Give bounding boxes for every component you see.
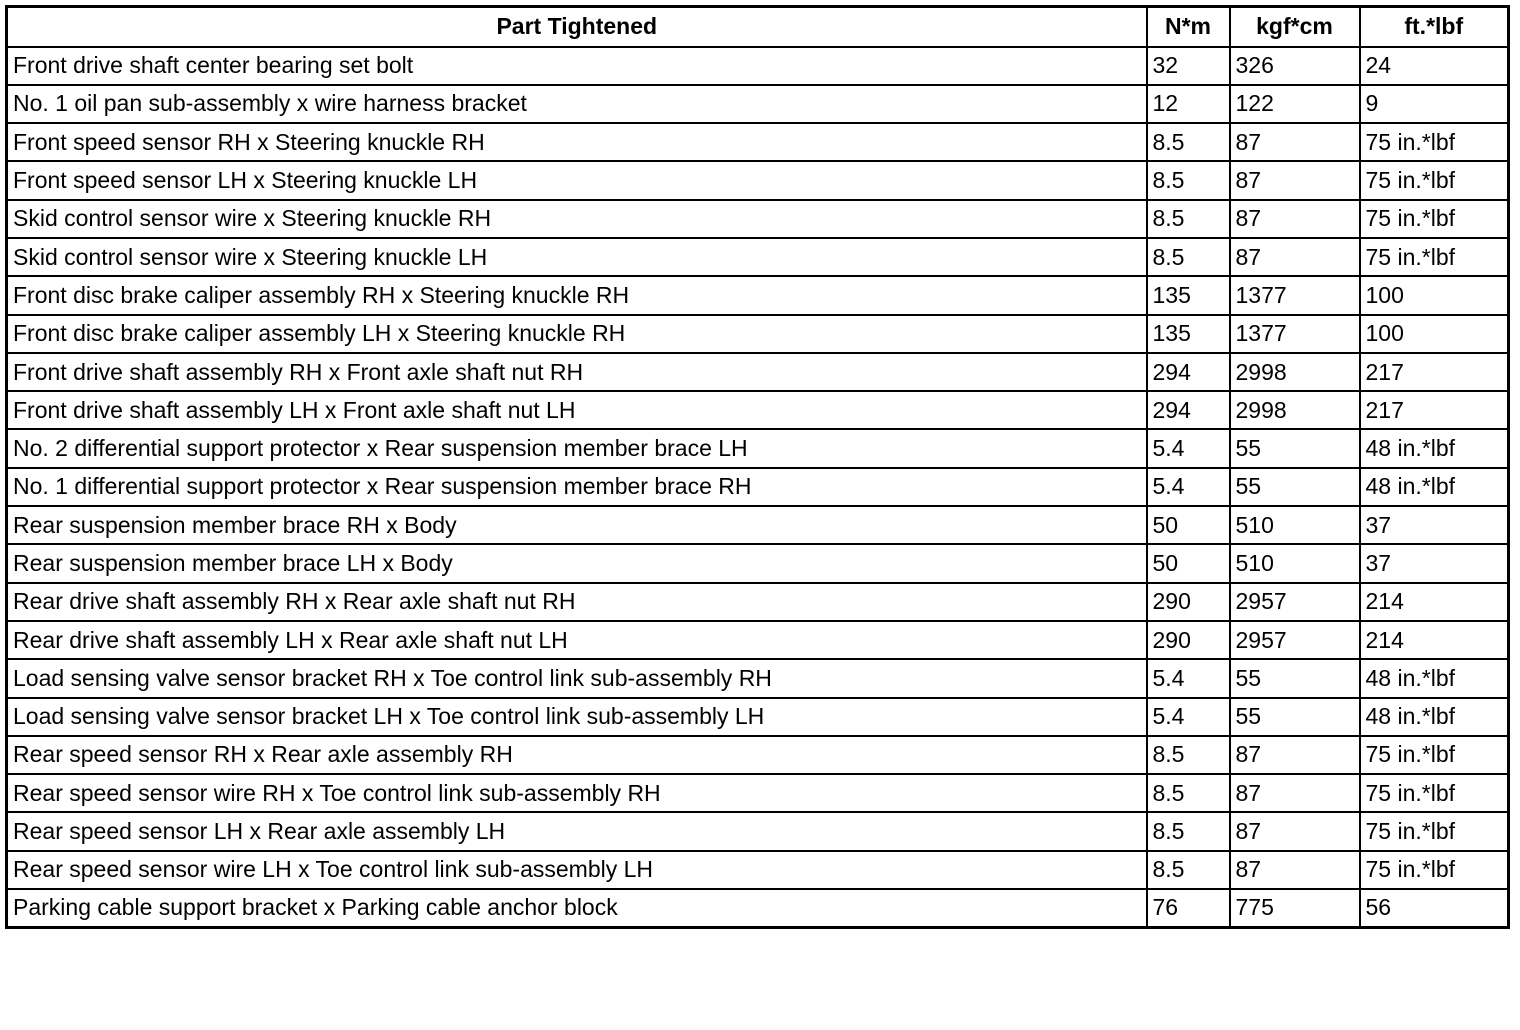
cell-kgf-cm: 510 bbox=[1230, 544, 1360, 582]
header-part-tightened: Part Tightened bbox=[7, 7, 1147, 47]
cell-nm: 50 bbox=[1147, 506, 1230, 544]
cell-nm: 5.4 bbox=[1147, 429, 1230, 467]
cell-part: Rear speed sensor RH x Rear axle assembly RH bbox=[7, 736, 1147, 774]
cell-ft-lbf: 75 in.*lbf bbox=[1360, 161, 1509, 199]
cell-kgf-cm: 122 bbox=[1230, 85, 1360, 123]
table-row bbox=[7, 621, 1509, 659]
cell-ft-lbf: 48 in.*lbf bbox=[1360, 468, 1509, 506]
cell-nm: 294 bbox=[1147, 391, 1230, 429]
cell-ft-lbf: 48 in.*lbf bbox=[1360, 659, 1509, 697]
cell-nm: 76 bbox=[1147, 889, 1230, 927]
table-row bbox=[7, 200, 1509, 238]
cell-kgf-cm: 775 bbox=[1230, 889, 1360, 927]
cell-kgf-cm: 2957 bbox=[1230, 583, 1360, 621]
cell-nm: 8.5 bbox=[1147, 774, 1230, 812]
cell-ft-lbf: 75 in.*lbf bbox=[1360, 851, 1509, 889]
table-row bbox=[7, 659, 1509, 697]
cell-nm: 8.5 bbox=[1147, 123, 1230, 161]
table-row bbox=[7, 47, 1509, 85]
table-row bbox=[7, 544, 1509, 582]
cell-part: Rear suspension member brace LH x Body bbox=[7, 544, 1147, 582]
cell-nm: 5.4 bbox=[1147, 698, 1230, 736]
table-row bbox=[7, 468, 1509, 506]
cell-kgf-cm: 55 bbox=[1230, 698, 1360, 736]
cell-part: Rear speed sensor wire LH x Toe control link sub-assembly LH bbox=[7, 851, 1147, 889]
cell-part: Rear speed sensor wire RH x Toe control link sub-assembly RH bbox=[7, 774, 1147, 812]
cell-kgf-cm: 87 bbox=[1230, 812, 1360, 850]
cell-kgf-cm: 2957 bbox=[1230, 621, 1360, 659]
table-row bbox=[7, 698, 1509, 736]
cell-kgf-cm: 1377 bbox=[1230, 315, 1360, 353]
cell-nm: 5.4 bbox=[1147, 659, 1230, 697]
header-row bbox=[7, 7, 1509, 47]
cell-kgf-cm: 55 bbox=[1230, 429, 1360, 467]
cell-kgf-cm: 87 bbox=[1230, 851, 1360, 889]
cell-nm: 8.5 bbox=[1147, 736, 1230, 774]
cell-part: Load sensing valve sensor bracket RH x Toe control link sub-assembly RH bbox=[7, 659, 1147, 697]
header-ft-lbf: ft.*lbf bbox=[1360, 7, 1509, 47]
cell-ft-lbf: 214 bbox=[1360, 621, 1509, 659]
cell-nm: 294 bbox=[1147, 353, 1230, 391]
cell-kgf-cm: 2998 bbox=[1230, 353, 1360, 391]
table-row bbox=[7, 889, 1509, 927]
torque-spec-table bbox=[5, 5, 1510, 929]
table-row bbox=[7, 812, 1509, 850]
header-kgf-cm: kgf*cm bbox=[1230, 7, 1360, 47]
cell-part: Front drive shaft center bearing set bolt bbox=[7, 47, 1147, 85]
cell-ft-lbf: 48 in.*lbf bbox=[1360, 698, 1509, 736]
cell-ft-lbf: 217 bbox=[1360, 353, 1509, 391]
cell-nm: 8.5 bbox=[1147, 851, 1230, 889]
table-row bbox=[7, 774, 1509, 812]
cell-ft-lbf: 217 bbox=[1360, 391, 1509, 429]
cell-ft-lbf: 75 in.*lbf bbox=[1360, 736, 1509, 774]
cell-ft-lbf: 24 bbox=[1360, 47, 1509, 85]
table-row bbox=[7, 736, 1509, 774]
cell-nm: 135 bbox=[1147, 315, 1230, 353]
cell-part: Front drive shaft assembly RH x Front axle shaft nut RH bbox=[7, 353, 1147, 391]
cell-nm: 8.5 bbox=[1147, 200, 1230, 238]
cell-kgf-cm: 2998 bbox=[1230, 391, 1360, 429]
table-row bbox=[7, 238, 1509, 276]
cell-ft-lbf: 9 bbox=[1360, 85, 1509, 123]
cell-kgf-cm: 326 bbox=[1230, 47, 1360, 85]
cell-kgf-cm: 87 bbox=[1230, 774, 1360, 812]
cell-part: Load sensing valve sensor bracket LH x Toe control link sub-assembly LH bbox=[7, 698, 1147, 736]
cell-ft-lbf: 100 bbox=[1360, 276, 1509, 314]
cell-ft-lbf: 37 bbox=[1360, 506, 1509, 544]
cell-part: Front speed sensor RH x Steering knuckle RH bbox=[7, 123, 1147, 161]
header-nm: N*m bbox=[1147, 7, 1230, 47]
table-body bbox=[7, 47, 1509, 928]
cell-ft-lbf: 48 in.*lbf bbox=[1360, 429, 1509, 467]
table-row bbox=[7, 506, 1509, 544]
table-row bbox=[7, 161, 1509, 199]
table-header bbox=[7, 7, 1509, 47]
cell-part: Front disc brake caliper assembly RH x Steering knuckle RH bbox=[7, 276, 1147, 314]
cell-nm: 50 bbox=[1147, 544, 1230, 582]
cell-nm: 290 bbox=[1147, 583, 1230, 621]
cell-part: No. 2 differential support protector x Rear suspension member brace LH bbox=[7, 429, 1147, 467]
cell-kgf-cm: 55 bbox=[1230, 468, 1360, 506]
table-row bbox=[7, 276, 1509, 314]
cell-ft-lbf: 75 in.*lbf bbox=[1360, 200, 1509, 238]
cell-part: Rear drive shaft assembly RH x Rear axle shaft nut RH bbox=[7, 583, 1147, 621]
cell-ft-lbf: 75 in.*lbf bbox=[1360, 238, 1509, 276]
cell-kgf-cm: 87 bbox=[1230, 736, 1360, 774]
cell-nm: 290 bbox=[1147, 621, 1230, 659]
cell-part: Front speed sensor LH x Steering knuckle LH bbox=[7, 161, 1147, 199]
cell-ft-lbf: 214 bbox=[1360, 583, 1509, 621]
cell-kgf-cm: 510 bbox=[1230, 506, 1360, 544]
cell-nm: 8.5 bbox=[1147, 812, 1230, 850]
cell-ft-lbf: 75 in.*lbf bbox=[1360, 123, 1509, 161]
table-row bbox=[7, 391, 1509, 429]
cell-ft-lbf: 100 bbox=[1360, 315, 1509, 353]
cell-nm: 8.5 bbox=[1147, 161, 1230, 199]
cell-part: Skid control sensor wire x Steering knuckle LH bbox=[7, 238, 1147, 276]
cell-part: Rear speed sensor LH x Rear axle assembly LH bbox=[7, 812, 1147, 850]
cell-part: Front drive shaft assembly LH x Front axle shaft nut LH bbox=[7, 391, 1147, 429]
cell-nm: 32 bbox=[1147, 47, 1230, 85]
cell-nm: 12 bbox=[1147, 85, 1230, 123]
cell-nm: 135 bbox=[1147, 276, 1230, 314]
cell-part: Front disc brake caliper assembly LH x Steering knuckle RH bbox=[7, 315, 1147, 353]
table-row bbox=[7, 583, 1509, 621]
cell-kgf-cm: 1377 bbox=[1230, 276, 1360, 314]
cell-ft-lbf: 75 in.*lbf bbox=[1360, 812, 1509, 850]
table-row bbox=[7, 85, 1509, 123]
cell-nm: 8.5 bbox=[1147, 238, 1230, 276]
cell-part: Rear suspension member brace RH x Body bbox=[7, 506, 1147, 544]
cell-kgf-cm: 87 bbox=[1230, 161, 1360, 199]
table-row bbox=[7, 315, 1509, 353]
cell-kgf-cm: 87 bbox=[1230, 238, 1360, 276]
cell-part: No. 1 oil pan sub-assembly x wire harness bracket bbox=[7, 85, 1147, 123]
cell-ft-lbf: 75 in.*lbf bbox=[1360, 774, 1509, 812]
cell-nm: 5.4 bbox=[1147, 468, 1230, 506]
cell-ft-lbf: 56 bbox=[1360, 889, 1509, 927]
cell-kgf-cm: 55 bbox=[1230, 659, 1360, 697]
table-row bbox=[7, 851, 1509, 889]
cell-kgf-cm: 87 bbox=[1230, 200, 1360, 238]
table-row bbox=[7, 353, 1509, 391]
cell-part: Parking cable support bracket x Parking cable anchor block bbox=[7, 889, 1147, 927]
cell-part: No. 1 differential support protector x Rear suspension member brace RH bbox=[7, 468, 1147, 506]
table-row bbox=[7, 429, 1509, 467]
cell-kgf-cm: 87 bbox=[1230, 123, 1360, 161]
cell-part: Rear drive shaft assembly LH x Rear axle shaft nut LH bbox=[7, 621, 1147, 659]
cell-part: Skid control sensor wire x Steering knuckle RH bbox=[7, 200, 1147, 238]
table-row bbox=[7, 123, 1509, 161]
cell-ft-lbf: 37 bbox=[1360, 544, 1509, 582]
